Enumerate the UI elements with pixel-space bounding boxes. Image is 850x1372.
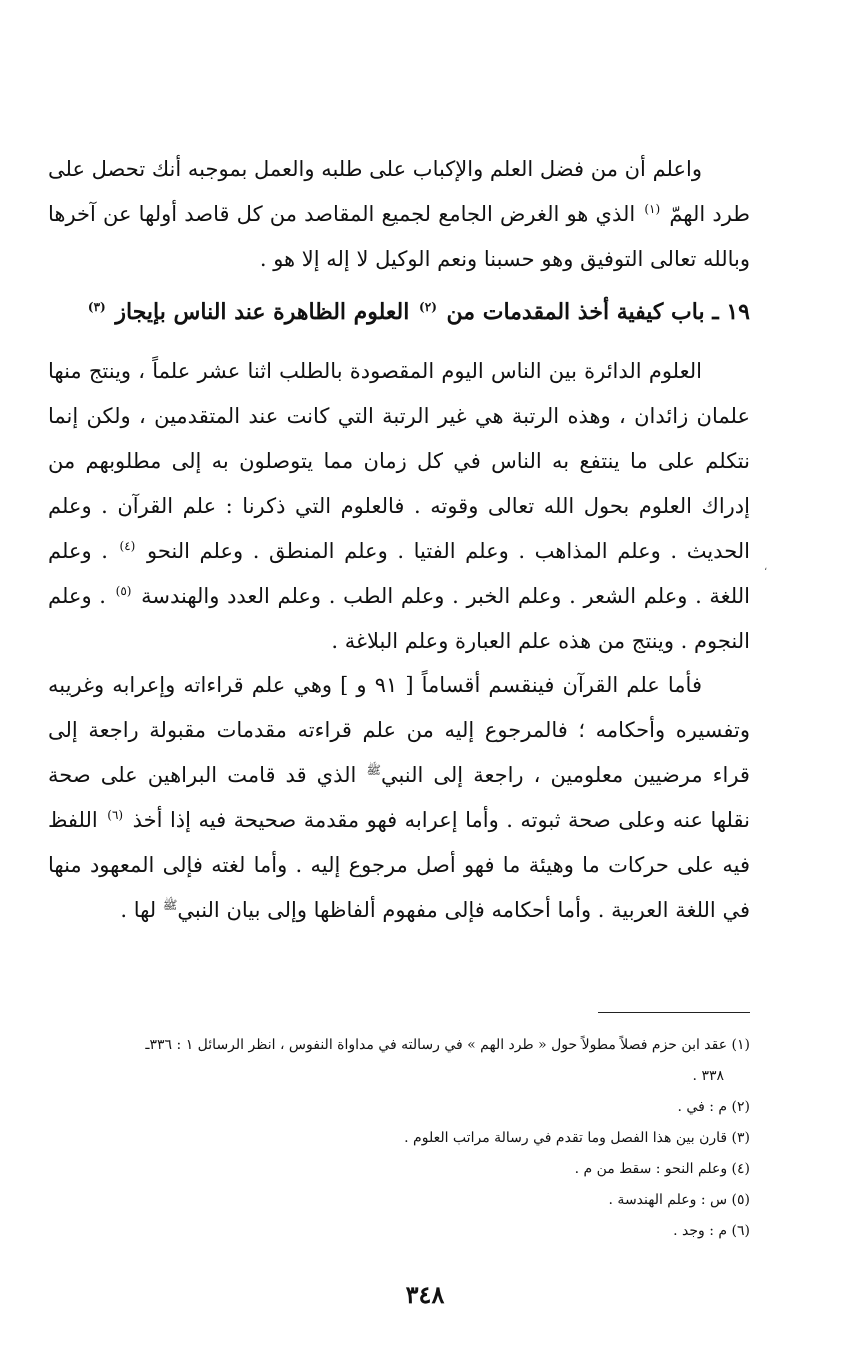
- paragraph-sciences: [48, 349, 750, 664]
- salla-ligature: ﷺ: [162, 898, 178, 912]
- footnote-1-continued: ٣٣٨ .: [692, 1068, 724, 1084]
- salla-ligature: ﷺ: [366, 763, 381, 777]
- footnote-5: (٥) س : وعلم الهندسة .: [608, 1192, 750, 1208]
- chapter-heading-rest: العلوم الظاهرة عند الناس بإيجاز: [115, 299, 410, 326]
- paragraph-intro-text-rest: الذي هو الغرض الجامع لجميع المقاصد من كل قاصد أولها عن آخرها وبالله تعالى التوفيق وهو حسبنا ونعم الوكيل لا إله إلا هو .: [48, 202, 750, 271]
- footnote-ref-6: (٦): [107, 808, 124, 822]
- footnotes: [48, 1030, 750, 1247]
- footnote-ref-4: (٤): [119, 539, 136, 553]
- footnote-3: (٣) قارن بين هذا الفصل وما تقدم في رسالة مراتب العلوم .: [404, 1130, 750, 1146]
- chapter-heading: [48, 290, 750, 334]
- footnote-2: (٢) م : في .: [677, 1099, 750, 1115]
- paragraph-quran-text-c: اللفظ فيه على حركات ما وهيئة ما فهو أصل مرجوع إليه . وأما لغته فإلى المعهود منها في اللغة العربية . وأما أحكامه فإلى مفهوم ألفاظها وإلى بيان النبي: [48, 808, 750, 922]
- footnote-6: (٦) م : وجد .: [673, 1223, 750, 1239]
- paragraph-quran-text-b: الذي قد قامت البراهين على صحة نقلها عنه وعلى صحة ثبوته . وأما إعرابه فهو مقدمة صحيحة فيه إذا أخذ: [48, 763, 750, 832]
- page-number: ٣٤٨: [405, 1280, 445, 1309]
- footnote-1: (١) عقد ابن حزم فصلاً مطولاً حول « طرد الهم » في رسالته في مداواة النفوس ، انظر الرسائل ١ : ٣٣٦ـ: [145, 1037, 750, 1053]
- margin-mark: ،: [764, 562, 768, 573]
- footnote-divider: [598, 1012, 750, 1013]
- paragraph-quran-text-a: فأما علم القرآن فينقسم أقساماً [ ٩١ و ] وهي علم قراءاته وإعرابه وغريبه وتفسيره وأحكامه ؛ فالمرجوع إليه من علم قراءته مقدمات مقبولة راجعة إلى قراء مرضيين معلومين ، راجعة إلى النبي: [48, 673, 750, 787]
- paragraph-intro: [48, 147, 750, 282]
- footnote-ref-2: (٢): [419, 299, 437, 314]
- paragraph-quran: [48, 663, 750, 933]
- footnote-4: (٤) وعلم النحو : سقط من م .: [574, 1161, 750, 1177]
- paragraph-quran-text-d: لها .: [120, 898, 157, 922]
- paragraph-sciences-text-c: . وعلم النجوم . وينتج من هذه علم العبارة وعلم البلاغة .: [48, 584, 750, 653]
- footnote-ref-1: (١): [644, 202, 661, 216]
- footnote-ref-5: (٥): [115, 584, 132, 598]
- paragraph-sciences-text-b: . وعلم اللغة . وعلم الشعر . وعلم الخبر . وعلم الطب . وعلم العدد والهندسة: [48, 539, 750, 608]
- chapter-heading-start: ١٩ ـ باب كيفية أخذ المقدمات من: [446, 299, 750, 326]
- footnote-ref-3: (٣): [87, 299, 106, 314]
- paragraph-intro-text: واعلم أن من فضل العلم والإكباب على طلبه والعمل بموجبه أنك تحصل على طرد الهمّ: [47, 157, 750, 226]
- paragraph-sciences-text-a: العلوم الدائرة بين الناس اليوم المقصودة بالطلب اثنا عشر علماً ، وينتج منها علمان زائدان ، وهذه الرتبة هي غير الرتبة التي كانت عند المتقدمين ، ولكن إنما نتكلم على ما ينتفع به الناس في كل زمان مما يتوصلون به إلى مطلوبهم من إدراك العلوم بحول الله تعالى وقوته . فالعلوم التي ذكرنا : علم القرآن . وعلم الحديث . وعلم المذاهب . وعلم الفتيا . وعلم المنطق . وعلم النحو: [48, 359, 750, 563]
